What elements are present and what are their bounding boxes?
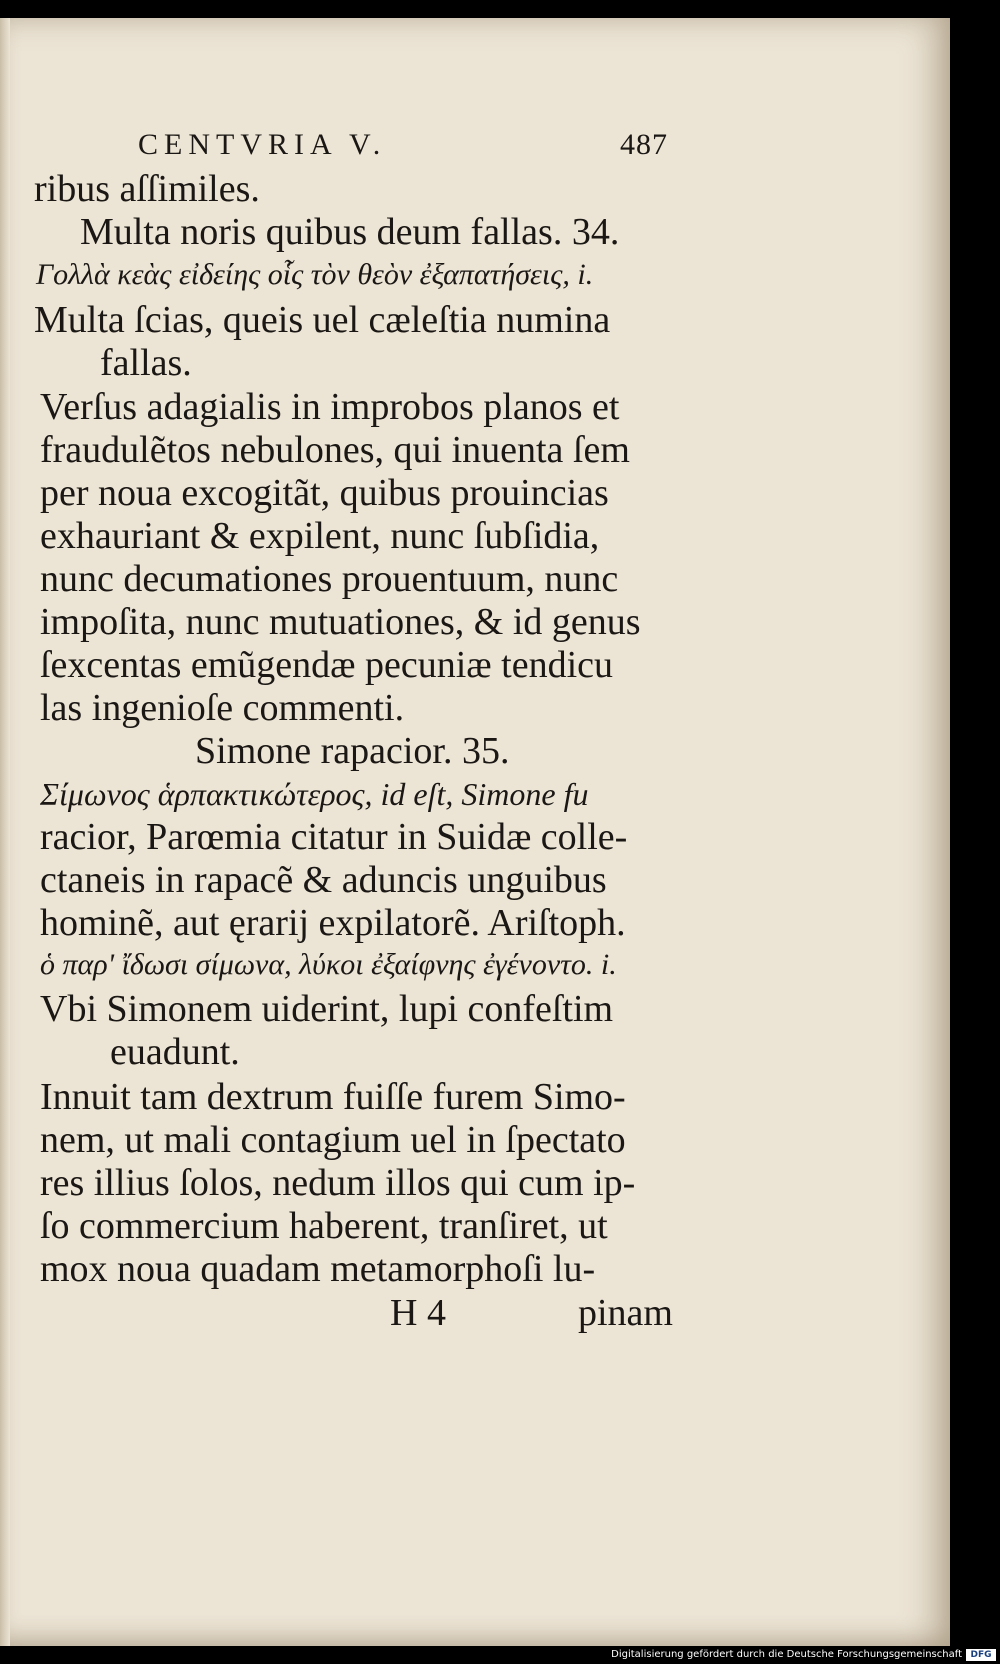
text-line: fallas. — [100, 342, 192, 384]
book-page — [0, 18, 950, 1648]
text-line: Verſus adagialis in improbos planos et — [40, 386, 620, 428]
greek-line: Σίμωνος ἁρπακτικώτερος, id eſt, Simone fu — [40, 776, 589, 812]
catchword: pinam — [578, 1292, 673, 1334]
text-line: impoſita, nunc mutuationes, & id genus — [40, 601, 641, 643]
text-line: per noua excogitãt, quibus prouincias — [40, 472, 609, 514]
page-fold-shadow — [0, 18, 10, 1648]
text-line: Simone rapacior. 35. — [195, 730, 510, 772]
greek-line: Γολλὰ κεὰς εἰδείης οἷς τὸν θεὸν ἐξαπατήσεις, i. — [36, 258, 594, 291]
text-line: racior, Parœmia citatur in Suidæ colle- — [40, 816, 628, 858]
signature-mark: H 4 — [390, 1292, 446, 1334]
text-line: las ingenioſe commenti. — [40, 687, 405, 729]
dfg-logo: DFG — [966, 1649, 996, 1661]
page-number: 487 — [620, 128, 668, 161]
text-line: mox noua quadam metamorphoſi lu- — [40, 1248, 596, 1290]
footer-bar — [0, 1646, 1000, 1664]
text-line: nunc decumationes prouentuum, nunc — [40, 558, 619, 600]
text-line: fraudulẽtos nebulones, qui inuenta ſem — [40, 429, 630, 471]
text-line: ſo commercium haberent, tranſiret, ut — [40, 1205, 608, 1247]
text-line: Vbi Simonem uiderint, lupi confeſtim — [40, 988, 614, 1030]
text-line: hominẽ, aut ęrarij expilatorẽ. Ariſtoph. — [40, 902, 626, 944]
greek-line: ὁ παρ' ἴδωσι σίμωνα, λύκοι ἐξαίφνης ἐγένοντο. i. — [40, 948, 617, 981]
text-line: ribus aſſimiles. — [34, 168, 260, 210]
text-line: Multa noris quibus deum fallas. 34. — [80, 211, 620, 253]
footer-credit: Digitalisierung gefördert durch die Deutsche Forschungsgemeinschaft — [611, 1649, 962, 1660]
text-line: ctaneis in rapacẽ & aduncis unguibus — [40, 859, 607, 901]
text-line: euadunt. — [110, 1031, 240, 1073]
text-line: Innuit tam dextrum fuiſſe furem Simo- — [40, 1076, 626, 1118]
text-line: ſexcentas emũgendæ pecuniæ tendicu — [40, 644, 613, 686]
text-line: Multa ſcias, queis uel cæleſtia numina — [34, 299, 611, 341]
text-line: res illius ſolos, nedum illos qui cum ip- — [40, 1162, 636, 1204]
text-line: nem, ut mali contagium uel in ſpectato — [40, 1119, 626, 1161]
running-title: CENTVRIA V. — [138, 128, 387, 161]
text-line: exhauriant & expilent, nunc ſubſidia, — [40, 515, 600, 557]
